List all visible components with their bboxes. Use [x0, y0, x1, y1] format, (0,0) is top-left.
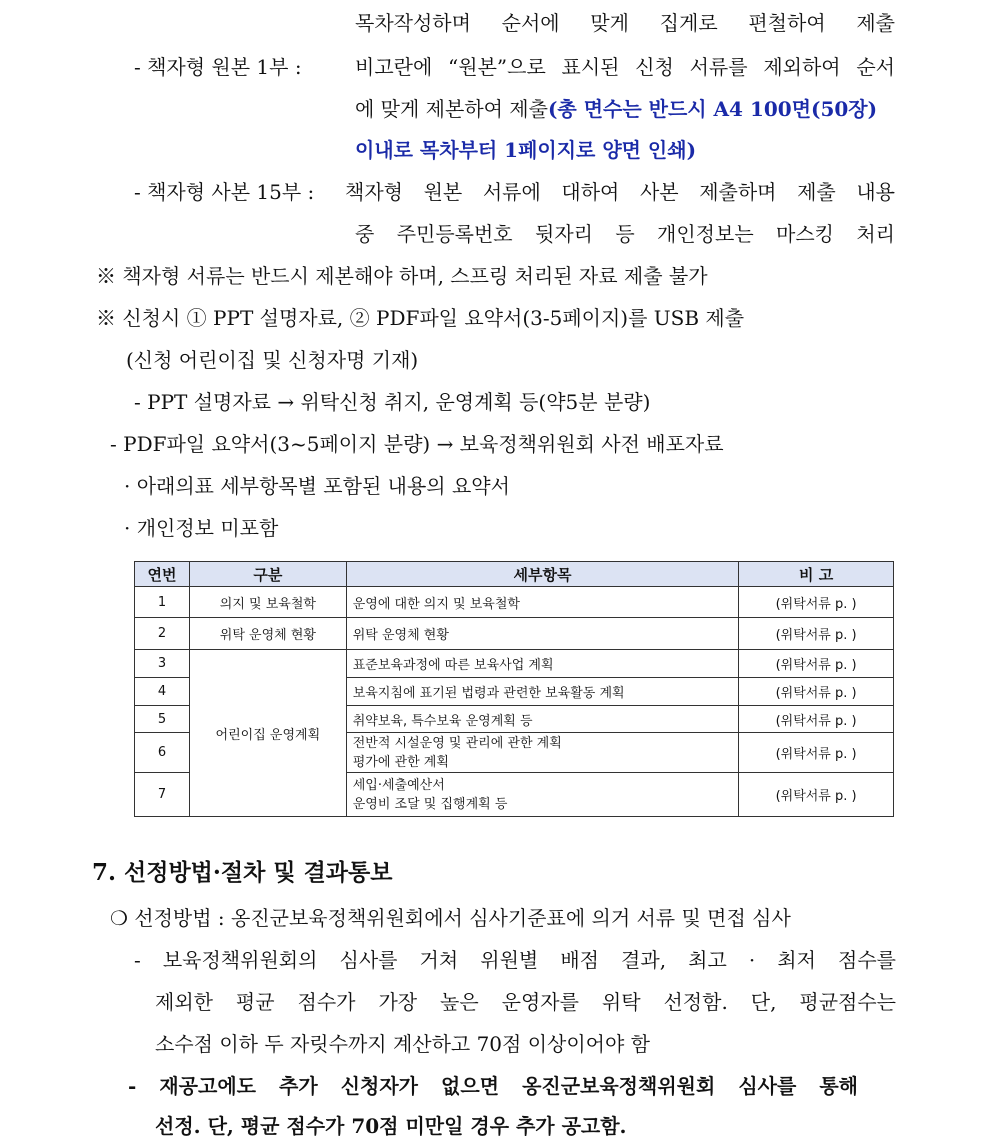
- text-line: 소수점 이하 두 자릿수까지 계산하고 70점 이상이어야 함: [155, 1032, 650, 1056]
- row-item: 표준보육과정에 따른 보육사업 계획: [346, 650, 738, 678]
- table-header-row: [135, 562, 894, 587]
- text-line: [355, 94, 900, 124]
- col-header-note: 비 고: [739, 562, 894, 587]
- copy-label: - 책자형 사본 15부 :: [134, 180, 315, 204]
- highlight-text: 이내로 목차부터 1페이지로 양면 인쇄): [355, 138, 697, 162]
- note-2: ※ 신청시 ① PPT 설명자료, ② PDF파일 요약서(3-5페이지)를 USB 제출: [96, 306, 745, 330]
- row-no: 6: [135, 733, 190, 773]
- bold-line: - 재공고에도 추가 신청자가 없으면 옹진군보육정책위원회 심사를 통해: [128, 1074, 858, 1098]
- note-1: ※ 책자형 서류는 반드시 제본해야 하며, 스프링 처리된 자료 제출 불가: [96, 264, 708, 288]
- section-heading: 7. 선정방법·절차 및 결과통보: [92, 859, 393, 886]
- text-line: 제외한 평균 점수가 가장 높은 운영자를 위탁 선정함. 단, 평균점수는: [155, 990, 896, 1014]
- row-note: (위탁서류 p. ): [739, 678, 894, 706]
- table-row: [135, 650, 894, 678]
- row-item: 보육지침에 표기된 법령과 관련한 보육활동 계획: [346, 678, 738, 706]
- row-item: 운영에 대한 의지 및 보육철학: [346, 587, 738, 618]
- row-note: (위탁서류 p. ): [739, 733, 894, 773]
- row-item-line: 전반적 시설운영 및 관리에 관한 계획: [352, 735, 562, 751]
- col-header-no: 연번: [135, 562, 190, 587]
- ppt-line: - PPT 설명자료 → 위탁신청 취지, 운영계획 등(약5분 분량): [134, 390, 651, 414]
- row-no: 5: [135, 706, 190, 733]
- text-line: 중 주민등록번호 뒷자리 등 개인정보는 마스킹 처리: [355, 222, 895, 246]
- row-item: [346, 733, 738, 773]
- row-note: (위탁서류 p. ): [739, 618, 894, 650]
- text-line: 책자형 원본 서류에 대하여 사본 제출하며 제출 내용: [345, 180, 895, 204]
- text-line: 비고란에 “원본”으로 표시된 신청 서류를 제외하여 순서: [355, 55, 895, 79]
- row-item-line: 평가에 관한 계획: [352, 754, 449, 770]
- text-plain: 에 맞게 제본하여 제출: [355, 97, 548, 121]
- row-note: (위탁서류 p. ): [739, 706, 894, 733]
- row-no: 1: [135, 587, 190, 618]
- table-row: [135, 618, 894, 650]
- row-item: [346, 773, 738, 817]
- bullet-line: · 개인정보 미포함: [124, 516, 279, 540]
- row-item: 위탁 운영체 현황: [346, 618, 738, 650]
- bold-line: 선정. 단, 평균 점수가 70점 미만일 경우 추가 공고함.: [155, 1114, 627, 1138]
- row-item-line: 세입·세출예산서: [352, 777, 445, 793]
- row-note: (위탁서류 p. ): [739, 773, 894, 817]
- highlight-text: (총 면수는 반드시 A4 100면(50장): [547, 97, 878, 121]
- col-header-item: 세부항목: [346, 562, 738, 587]
- original-label: - 책자형 원본 1부 :: [134, 55, 302, 79]
- row-category: 위탁 운영체 현황: [189, 618, 346, 650]
- pdf-line: - PDF파일 요약서(3~5페이지 분량) → 보육정책위원회 사전 배포자료: [110, 432, 724, 456]
- text-line: 목차작성하며 순서에 맞게 집게로 편철하여 제출: [355, 11, 895, 35]
- row-no: 2: [135, 618, 190, 650]
- row-no: 3: [135, 650, 190, 678]
- row-note: (위탁서류 p. ): [739, 587, 894, 618]
- row-no: 7: [135, 773, 190, 817]
- col-header-category: 구분: [189, 562, 346, 587]
- summary-items-table: [134, 561, 894, 817]
- row-category: 의지 및 보육철학: [189, 587, 346, 618]
- text-line: - 보육정책위원회의 심사를 거쳐 위원별 배점 결과, 최고 · 최저 점수를: [134, 948, 896, 972]
- table-row: [135, 587, 894, 618]
- row-note: (위탁서류 p. ): [739, 650, 894, 678]
- note-2-sub: (신청 어린이집 및 신청자명 기재): [126, 348, 419, 372]
- row-item-line: 운영비 조달 및 집행계획 등: [352, 796, 508, 812]
- row-item: 취약보육, 특수보육 운영계획 등: [346, 706, 738, 733]
- row-category: 어린이집 운영계획: [189, 650, 346, 817]
- row-no: 4: [135, 678, 190, 706]
- bullet-line: · 아래의표 세부항목별 포함된 내용의 요약서: [124, 474, 510, 498]
- selection-method: ❍ 선정방법 : 옹진군보육정책위원회에서 심사기준표에 의거 서류 및 면접 심사: [110, 906, 791, 930]
